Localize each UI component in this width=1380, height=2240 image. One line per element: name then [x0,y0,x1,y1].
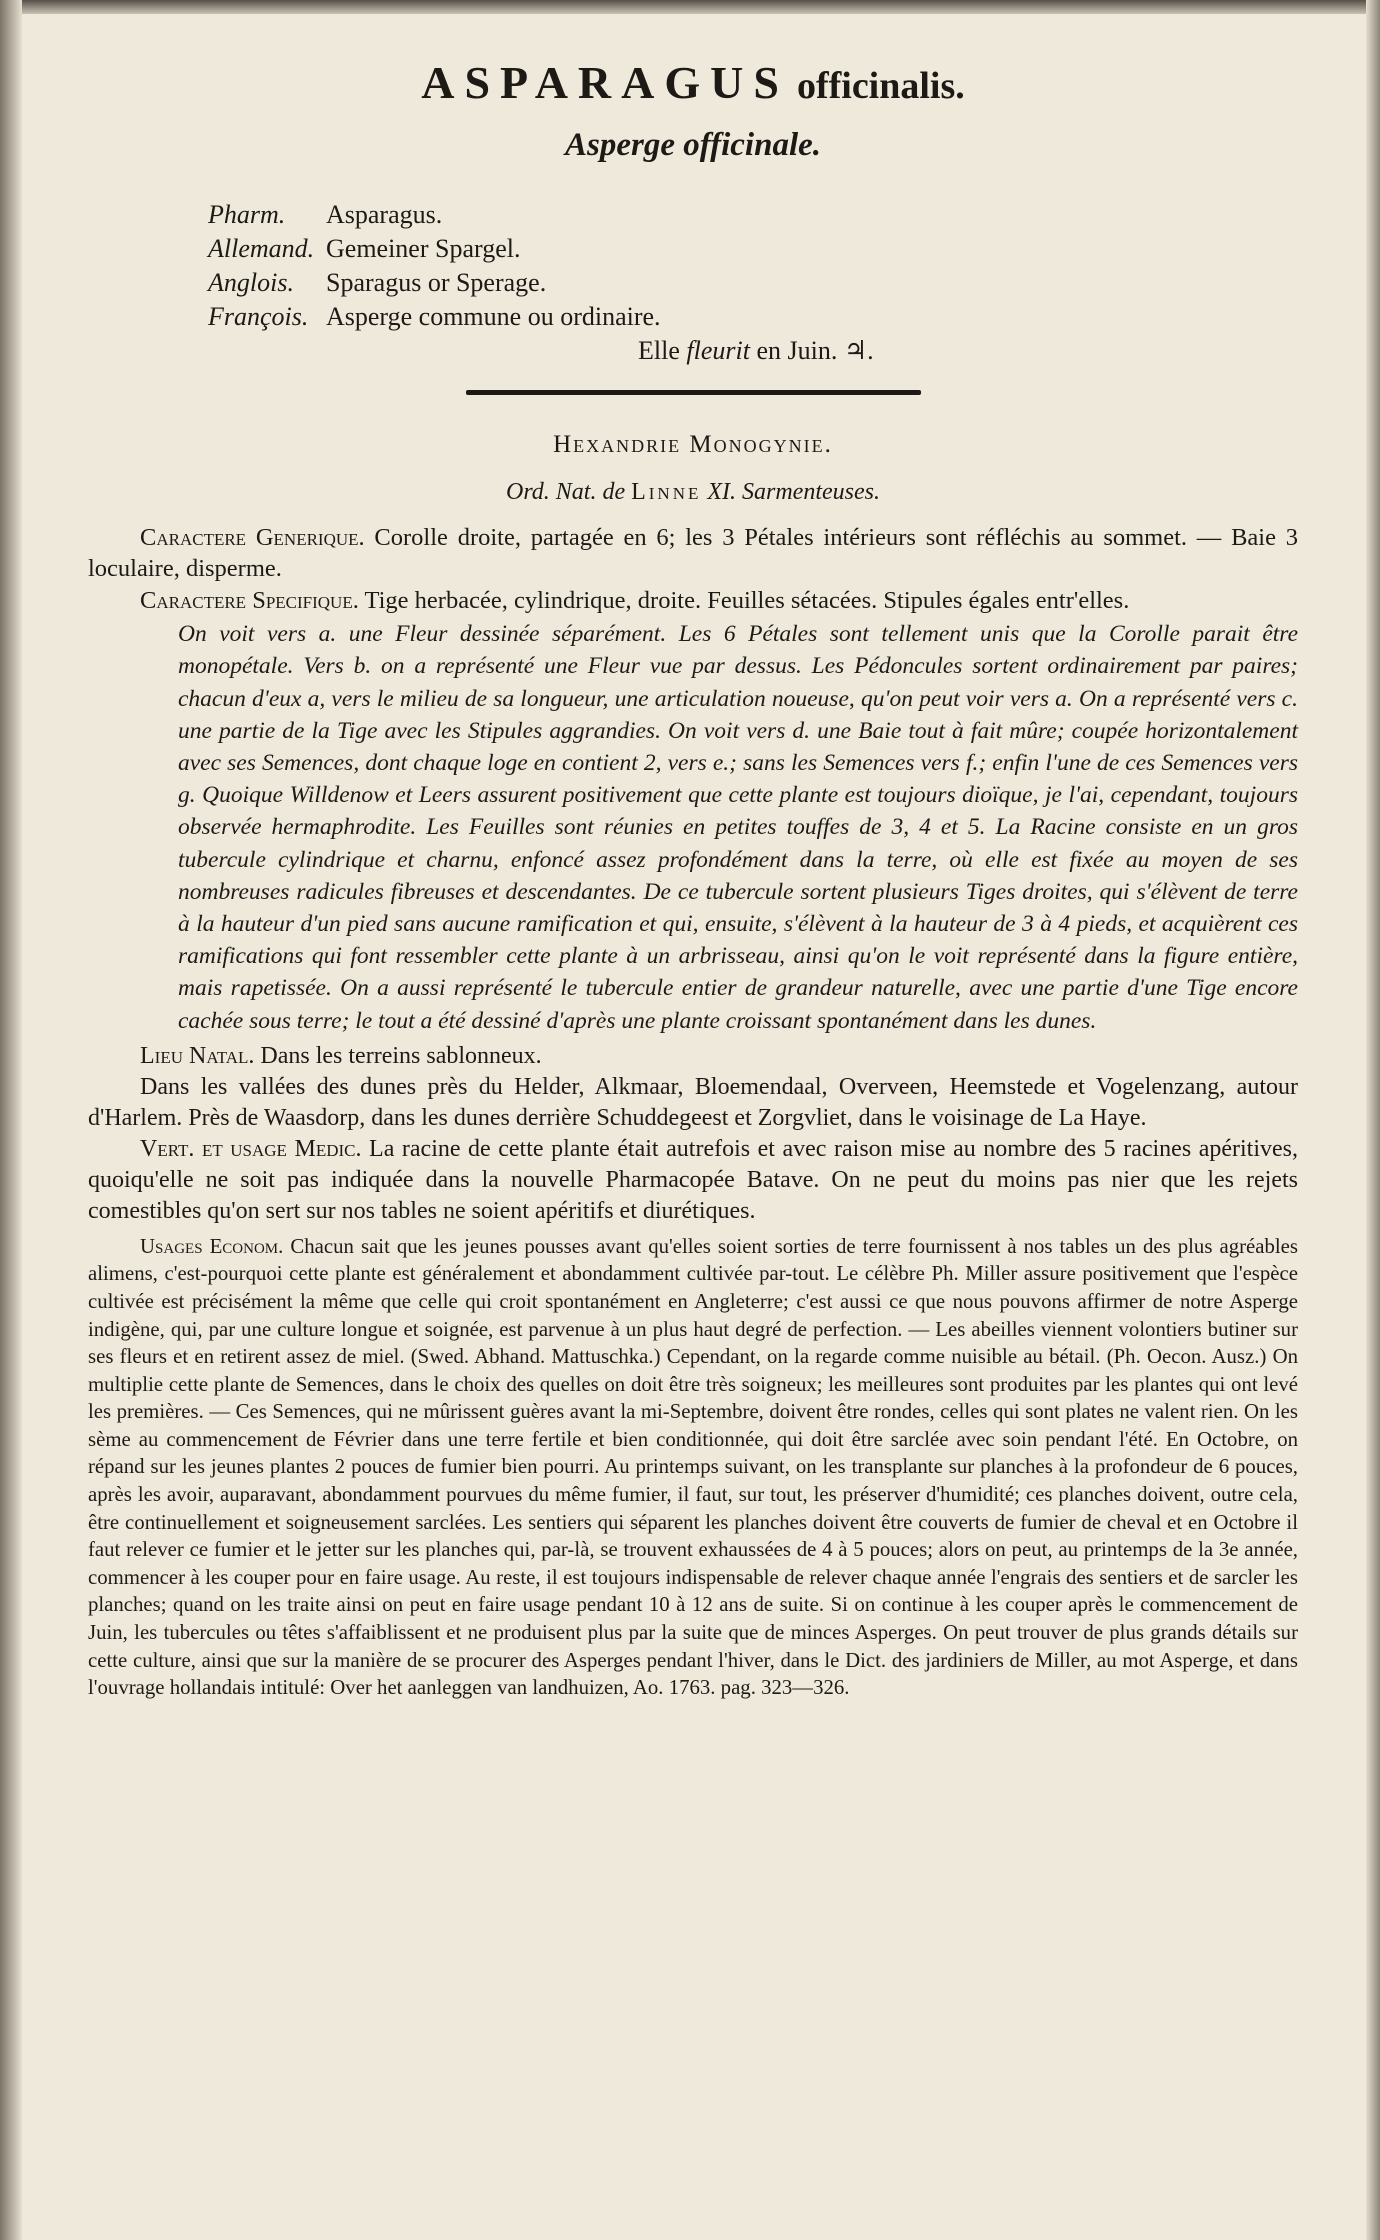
common-name-row [208,266,1298,300]
common-name-row [208,232,1298,266]
figure-description: On voit vers a. une Fleur dessinée séparément. Les 6 Pétales sont tellement unis que la Corolle parait être monopétale. Vers b. on a représenté une Fleur vue par dessus. Les Pédoncules sortent ordinairement par paires; chacun d'eux a, vers le milieu de sa longueur, une articulation noueuse, qu'on peut voir vers a. On a représenté vers c. une partie de la Tige avec les Stipules aggrandies. On voit vers d. une Baie tout à fait mûre; coupée horizontalement avec ses Semences, dont chaque loge en contient 2, vers e.; sans les Semences vers f.; enfin l'une de ces Semences vers g. Quoique Willdenow et Leers assurent positivement que cette plante est toujours dioïque, je l'ai, cependant, toujours observée hermaphrodite. Les Feuilles sont réunies en petites touffes de 3, 4 et 5. La Racine consiste en un gros tubercule cylindrique et charnu, enfoncé assez profondément dans la terre, où elle est fixée au moyen de ses nombreuses radicules fibreuses et descendantes. De ce tubercule sortent plusieurs Tiges droites, qui s'élèvent de terre à la hauteur d'un pied sans aucune ramification et qui, ensuite, s'élèvent à la hauteur de 3 à 4 pieds, et acquièrent ces ramifications qui font ressembler cette plante à un arbrisseau, ainsi qu'on le voit représenté dans la figure entière, mais rapetissée. On a aussi représenté le tubercule entier de grandeur naturelle, avec une partie d'une Tige encore cachée sous terre; le tout a été dessiné d'après une plante croissant spontanément dans les dunes. [178,621,1298,1034]
specific-label: Caractere Specifique. [140,586,359,614]
common-name: Sparagus or Sperage. [326,267,547,297]
book-page [88,40,1298,2220]
linnaean-class: Hexandrie Monogynie. [553,430,833,458]
generic-label: Caractere Generique. [140,523,365,551]
page-edge-top [0,0,1380,14]
habitat-section [88,1041,1298,1227]
common-name: Gemeiner Spargel. [326,233,521,263]
economic-label: Usages Econom. [140,1234,284,1258]
generic-character [88,522,1298,585]
economic-section [88,1233,1298,1702]
generic-text: Corolle droite, partagée en 6; les 3 Pétales intérieurs sont réfléchis au sommet. — Baie 3 loculaire, disperme. [88,523,1298,583]
medical-text: La racine de cette plante était autrefois et avec raison mise au nombre des 5 racines apéritives, quoiqu'elle ne soit pas indiquée dans la nouvelle Pharmacopée Batave. On ne peut du moins pas nier que les rejets comestibles qu'on sert sur nos tables ne soient apéritifs et diurétiques. [88,1135,1298,1224]
language-label: Pharm. [208,199,286,229]
habitat-text: Dans les terreins sablonneux. [254,1042,542,1069]
flowering-verb: fleurit [686,335,750,365]
language-label: Allemand. [208,233,315,263]
common-name-row [208,198,1298,232]
flowering-line [638,334,1298,368]
economic-text: Chacun sait que les jeunes pousses avant qu'elles soient sorties de terre fournissent à nos tables un des plus agréables alimens, c'est-pourquoi cette plante est généralement et abondamment cultivée par-tout. Le célèbre Ph. Miller assure positivement que l'espèce cultivée est précisément la même que celle qui croit spontanément en Angleterre; c'est aussi ce que nous pouvons affirmer de notre Asperge indigène, qui, par une culture longue et soignée, est parvenue à un plus haut degré de perfection. — Les abeilles viennent volontiers butiner sur ses fleurs et en retirent assez de miel. (Swed. Abhand. Mattuschka.) Cependant, on la regarde comme nuisible au bétail. (Ph. Oecon. Ausz.) On multiplie cette plante de Semences, dans le choix des quelles on doit être très soigneux; les meilleures sont produites par les plantes qui ont levé les premières. — Ces Semences, qui ne mûrissent guères avant la mi-Septembre, doivent être rondes, celles qui sont plates ne valent rien. On les sème au commencement de Février dans une terre fertile et bien conditionnée, qui doit être sarclée avec soin pendant l'été. En Octobre, on répand sur les jeunes plantes 2 pouces de fumier bien pourri. Au printemps suivant, on les transplante sur planches à la profondeur de 6 pouces, après les avoir, auparavant, abondamment pourvues du même fumier, il faut, sur tout, les préserver d'humidité; ces planches doivent, outre cela, être continuellement et soigneusement sarclées. Les sentiers qui séparent les planches doivent être couverts de fumier de cheval et en Octobre il faut relever ce fumier et le jetter sur les planches qui, par-là, se trouvent exhaussées de 4 à 5 pouces; alors on peut, au printemps de la 3e année, commencer à les couper pour en faire usage. Au reste, il est toujours indispensable de relever chaque année l'engrais des sentiers et de sarcler les planches; quand on les traite ainsi on peut en faire usage pendant 10 à 12 ans de suite. Si on continue à les couper après le commencement de Juin, les tubercules ou têtes s'affaiblissent et ne produisent plus par la suite que de minces Asperges. On peut trouver de plus grands détails sur cette culture, ainsi que sur la manière de se procurer des Asperges pendant l'hiver, dans le Dict. des jardiniers de Miller, au mot Asperge, et dans l'ouvrage hollandais intitulé: Over het aanleggen van landhuizen, Ao. 1763. pag. 323—326. [88,1234,1298,1700]
page-title [88,58,1298,109]
common-name: Asperge commune ou ordinaire. [326,301,661,331]
flowering-pre: Elle [638,335,687,365]
habitat-detail: Dans les vallées des dunes près du Helder, Alkmaar, Bloemendaal, Overveen, Heemstede et Vogelenzang, autour d'Harlem. Près de Waasdorp, dans les dunes derrière Schuddegeest et Zorgvliet, dans le voisinage de La Haye. [88,1073,1298,1131]
medical-para [88,1134,1298,1227]
page-edge-right [1366,0,1380,2240]
common-name: Asparagus. [326,199,443,229]
divider-rule [466,390,921,395]
natural-order [88,479,1298,506]
genus-name: ASPARAGUS [421,57,789,108]
page-edge-left [0,0,22,2240]
language-label: François. [208,301,309,331]
order-suffix: XI. Sarmenteuses. [701,478,880,505]
economic-para [88,1233,1298,1702]
flowering-post: en Juin. ♃. [749,335,874,365]
common-name-row [208,300,1298,334]
french-title: Asperge officinale. [564,126,822,163]
order-prefix: Ord. Nat. de [505,478,632,505]
habitat-label: Lieu Natal. [140,1042,255,1069]
specific-character [88,585,1298,617]
common-names [208,198,1298,368]
medical-label: Vert. et usage Medic. [140,1135,362,1162]
specific-text: Tige herbacée, cylindrique, droite. Feuilles sétacées. Stipules égales entr'elles. [358,586,1130,614]
characters-section [88,522,1298,617]
language-label: Anglois. [208,267,294,297]
habitat-para [88,1041,1298,1072]
order-author: Linne [631,478,702,505]
species-name: officinalis. [796,65,965,107]
